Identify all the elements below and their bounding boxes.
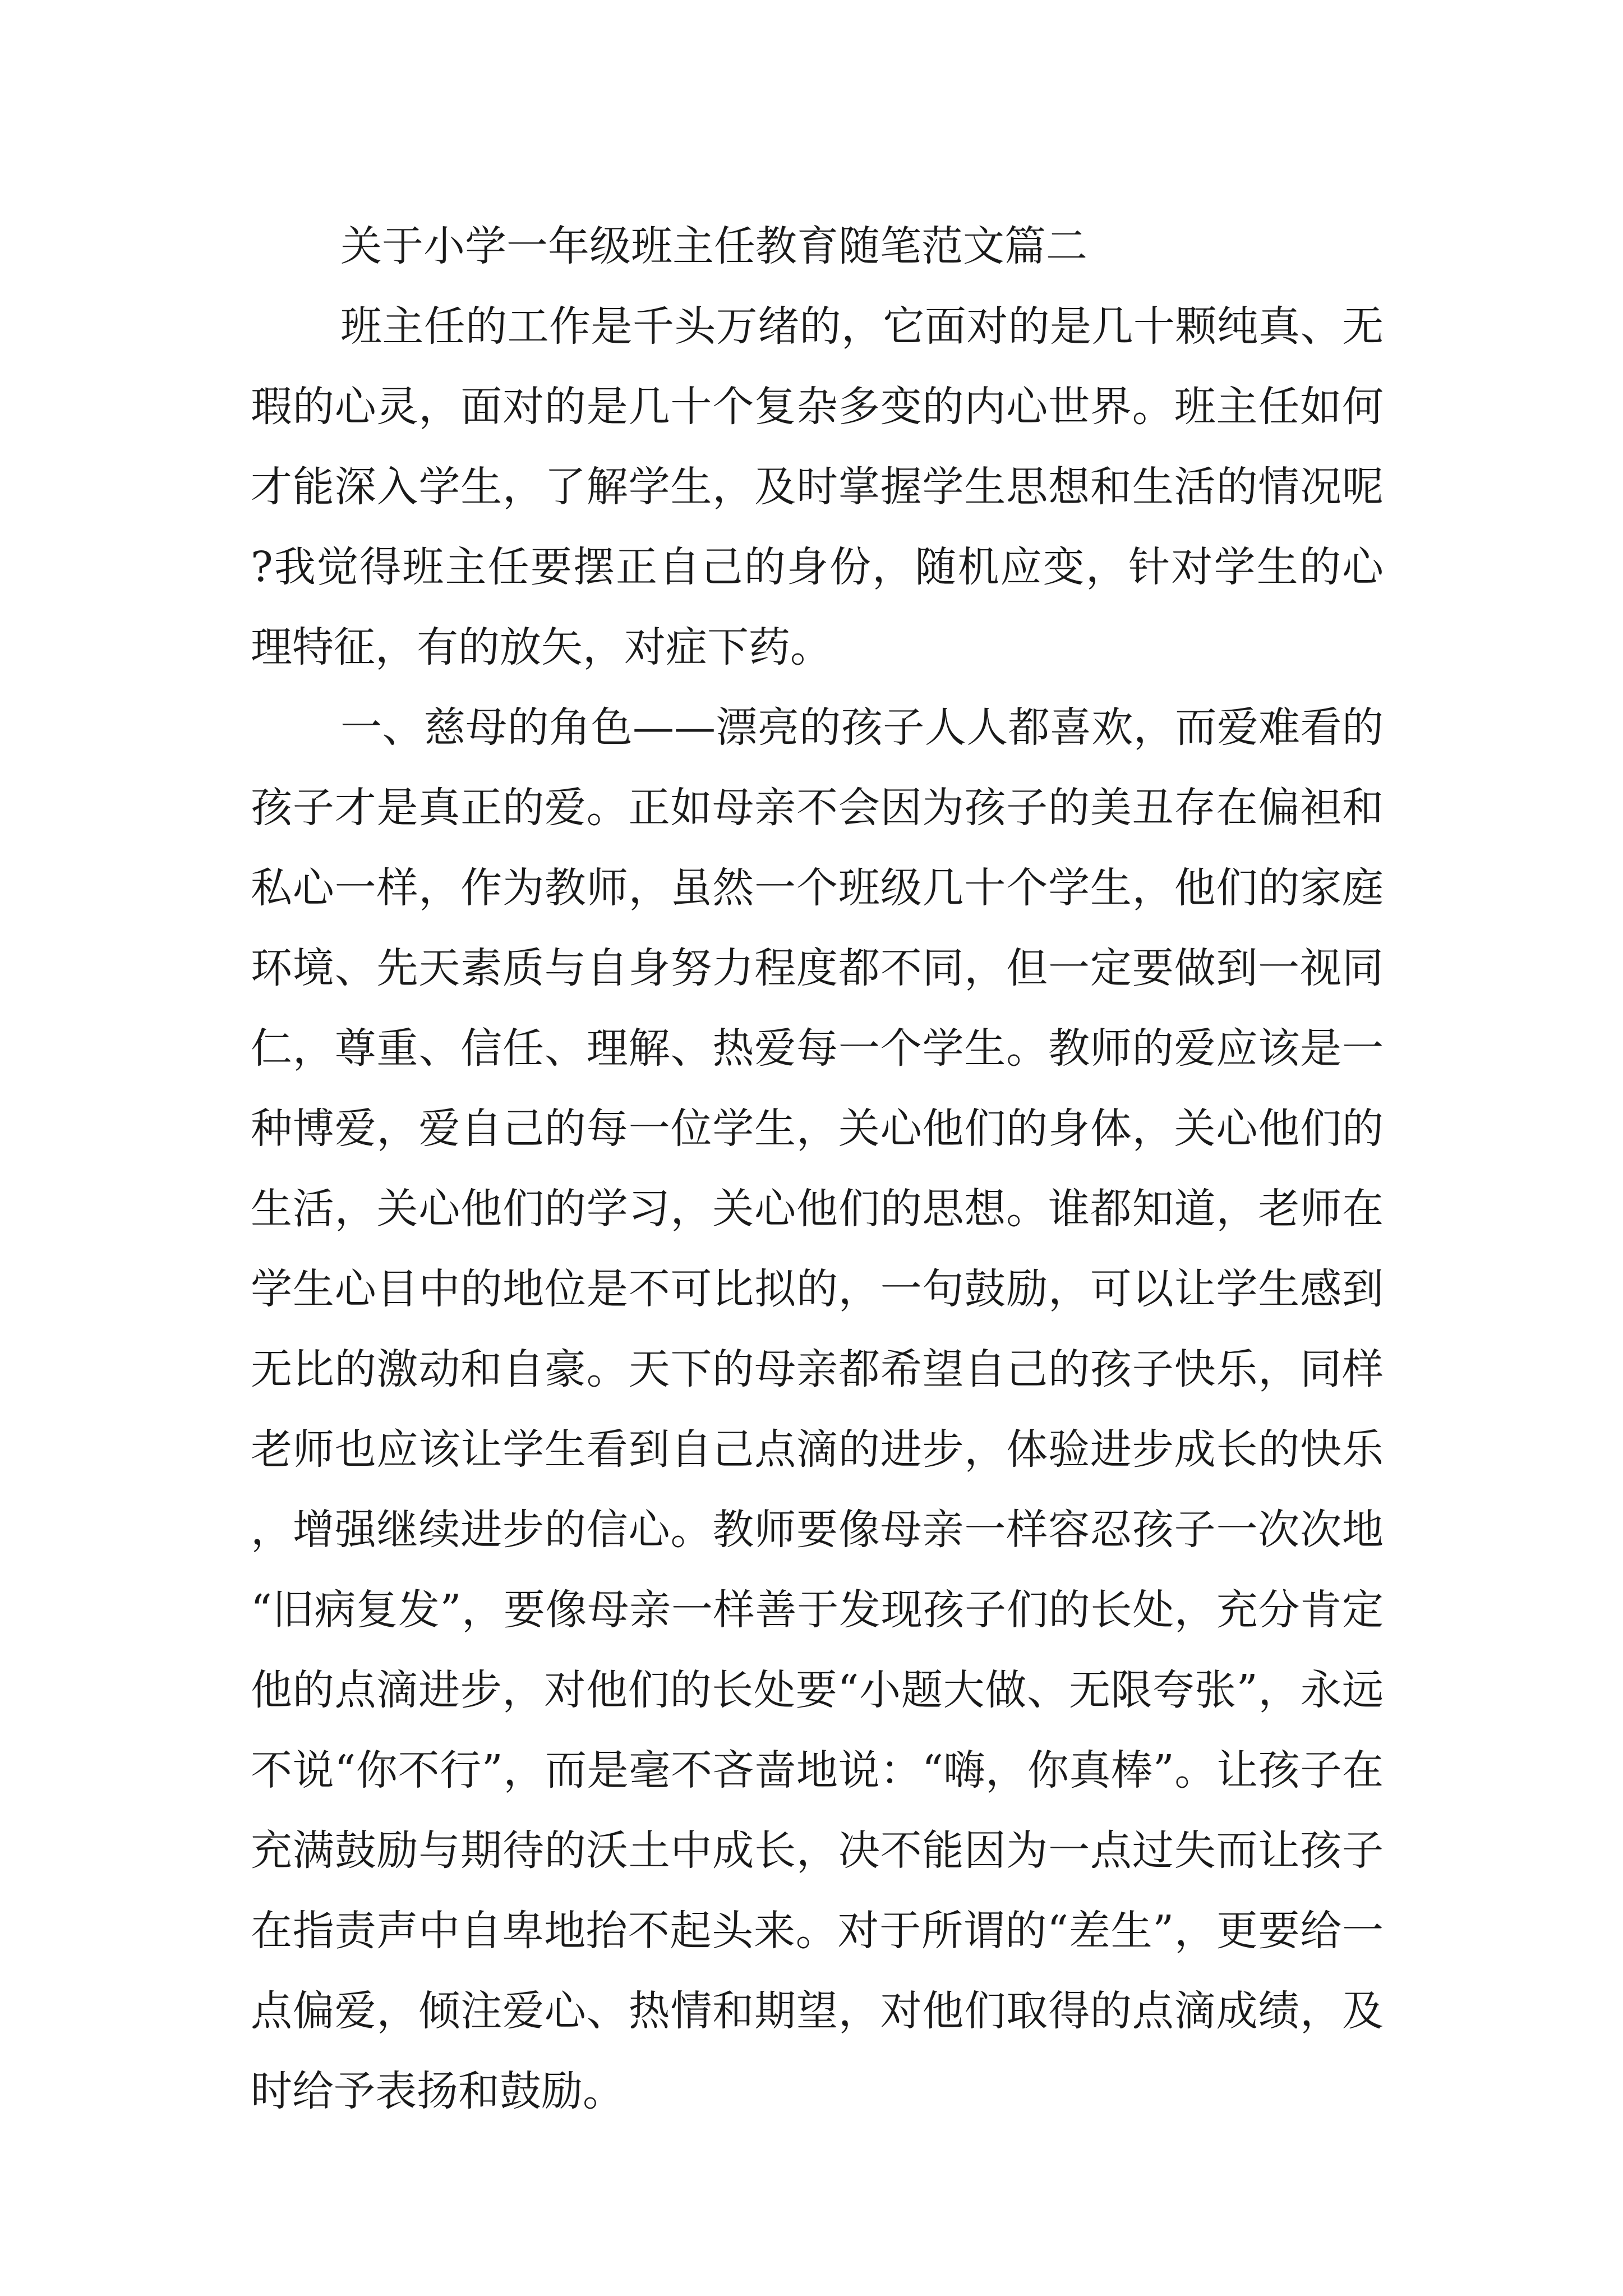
paragraph-intro: 班主任的工作是千头万绪的，它面对的是几十颗纯真、无瑕的心灵，面对的是几十个复杂多变的内心世界。班主任如何才能深入学生，了解学生，及时掌握学生思想和生活的情况呢?我觉得班主任要摆正自己的身份，随机应变，针对学生的心理特征，有的放矢，对症下药。 — [251, 302, 1384, 671]
document-body — [251, 206, 1384, 2132]
document-title: 关于小学一年级班主任教育随笔范文篇二 — [340, 222, 1087, 270]
paragraph-mother-role: 一、慈母的角色——漂亮的孩子人人都喜欢，而爱难看的孩子才是真正的爱。正如母亲不会因为孩子的美丑存在偏袒和私心一样，作为教师，虽然一个班级几十个学生，他们的家庭环境、先天素质与自身努力程度都不同，但一定要做到一视同仁，尊重、信任、理解、热爱每一个学生。教师的爱应该是一种博爱，爱自己的每一位学生，关心他们的身体，关心他们的生活，关心他们的学习，关心他们的思想。谁都知道，老师在学生心目中的地位是不可比拟的，一句鼓励，可以让学生感到无比的激动和自豪。天下的母亲都希望自己的孩子快乐，同样老师也应该让学生看到自己点滴的进步，体验进步成长的快乐，增强继续进步的信心。教师要像母亲一样容忍孩子一次次地“旧病复发”，要像母亲一样善于发现孩子们的长处，充分肯定他的点滴进步，对他们的长处要“小题大做、无限夸张”，永远不说“你不行”，而是毫不吝啬地说：“嗨，你真棒”。让孩子在充满鼓励与期待的沃土中成长，决不能因为一点过失而让孩子在指责声中自卑地抬不起头来。对于所谓的“差生”，更要给一点偏爱，倾注爱心、热情和期望，对他们取得的点滴成绩，及时给予表扬和鼓励。 — [251, 703, 1384, 2115]
